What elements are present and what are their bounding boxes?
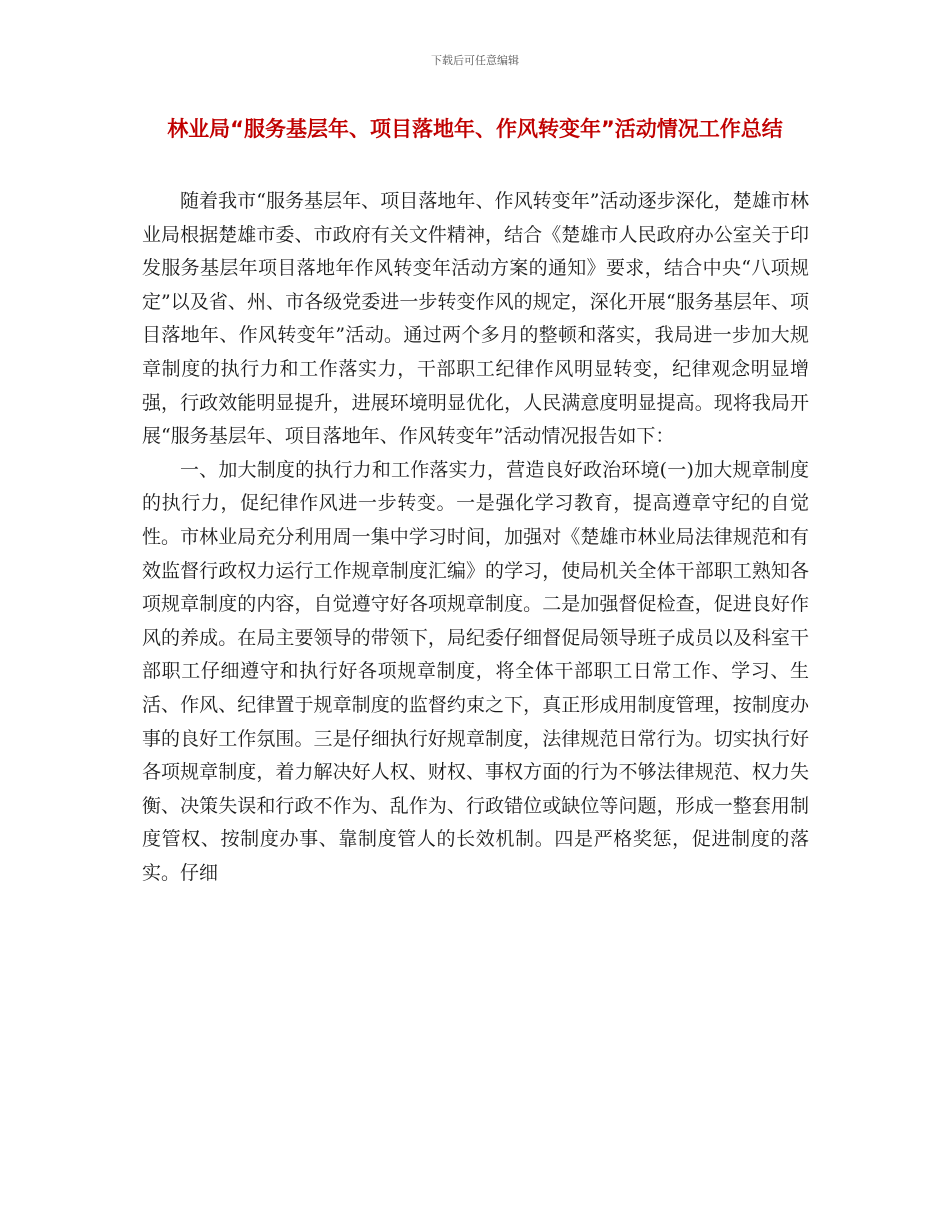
page-header: 下载后可任意编辑: [431, 54, 519, 67]
paragraph-intro: 随着我市“服务基层年、项目落地年、作风转变年”活动逐步深化，楚雄市林业局根据楚雄市委、市政府有关文件精神，结合《楚雄市人民政府办公室关于印发服务基层年项目落地年作风转变年活动方案的通知》要求，结合中央“八项规定”以及省、州、市各级党委进一步转变作风的规定，深化开展“服务基层年、项目落地年、作风转变年”活动。通过两个多月的整顿和落实，我局进一步加大规章制度的执行力和工作落实力，干部职工纪律作风明显转变，纪律观念明显增强，行政效能明显提升，进展环境明显优化，人民满意度明显提高。现将我局开展“服务基层年、项目落地年、作风转变年”活动情况报告如下：: [142, 190, 809, 448]
paragraph-section-one: 一、加大制度的执行力和工作落实力，营造良好政治环境(一)加大规章制度的执行力，促纪律作风进一步转变。一是强化学习教育，提高遵章守纪的自觉性。市林业局充分利用周一集中学习时间，加强对《楚雄市林业局法律规范和有效监督行政权力运行工作规章制度汇编》的学习，使局机关全体干部职工熟知各项规章制度的内容，自觉遵守好各项规章制度。二是加强督促检查，促进良好作风的养成。在局主要领导的带领下，局纪委仔细督促局领导班子成员以及科室干部职工仔细遵守和执行好各项规章制度，将全体干部职工日常工作、学习、生活、作风、纪律置于规章制度的监督约束之下，真正形成用制度管理，按制度办事的良好工作氛围。三是仔细执行好规章制度，法律规范日常行为。切实执行好各项规章制度，着力解决好人权、财权、事权方面的行为不够法律规范、权力失衡、决策失误和行政不作为、乱作为、行政错位或缺位等问题，形成一整套用制度管权、按制度办事、靠制度管人的长效机制。四是严格奖惩，促进制度的落实。仔细: [142, 458, 809, 884]
document-body: [142, 185, 809, 890]
document-title: 林业局“服务基层年、项目落地年、作风转变年”活动情况工作总结: [167, 117, 783, 141]
